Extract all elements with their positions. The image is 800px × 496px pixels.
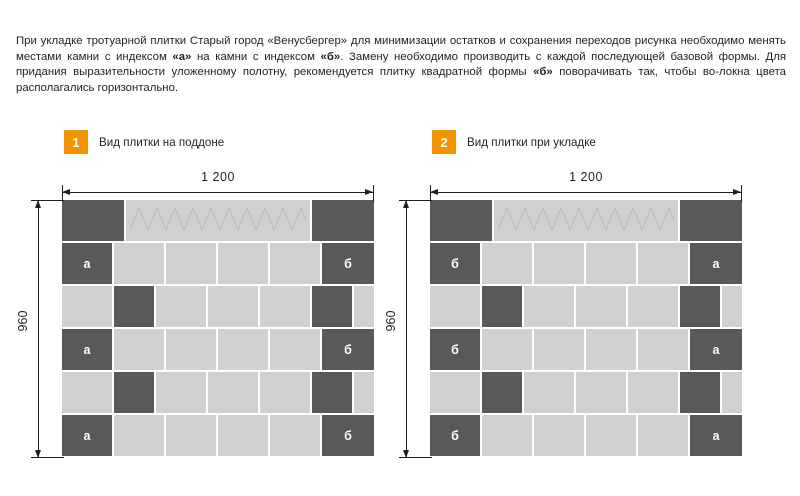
extension-line bbox=[406, 457, 432, 458]
extension-line bbox=[38, 200, 64, 201]
tile-label: б bbox=[451, 428, 459, 443]
dimension-arrow-left bbox=[430, 189, 438, 195]
intro-paragraph: При укладке тротуарной плитки Старый город «Венусбергер» для минимизации остатков и сохранения переходов рисунка необходимо менять местами камни с индексом «а» на камни с индексом «б». Замену необходимо производить с каждой последующей базовой формы. Для придания выразительности уложенному полотну, рекомендуется плитку квадратной формы «б» поворачивать так, чтобы во-локна цвета располагались горизонтально. bbox=[16, 35, 787, 94]
panel-2-caption-text: Вид плитки при укладке bbox=[467, 135, 596, 149]
tile-light bbox=[114, 243, 164, 284]
tile-labeled-left bbox=[62, 329, 112, 370]
tile-labeled-left bbox=[62, 243, 112, 284]
tile-dark bbox=[312, 372, 352, 413]
tile-label: б bbox=[344, 342, 352, 357]
dimension-arrow-top bbox=[403, 200, 409, 208]
zigzag-texture-icon bbox=[498, 206, 674, 232]
tile-dark-corner bbox=[680, 200, 742, 241]
tile-light bbox=[166, 329, 216, 370]
tile-dark bbox=[482, 286, 522, 327]
tile-labeled-left bbox=[430, 415, 480, 456]
tile-light bbox=[482, 243, 532, 284]
tile-light bbox=[114, 329, 164, 370]
tile-labeled-left bbox=[62, 415, 112, 456]
tile-label: б bbox=[451, 342, 459, 357]
tile-label: а bbox=[712, 428, 720, 443]
tile-light bbox=[166, 415, 216, 456]
tile-light bbox=[260, 372, 310, 413]
tile-light bbox=[534, 415, 584, 456]
dimension-arrow-right bbox=[365, 189, 373, 195]
tile-label: б bbox=[344, 428, 352, 443]
tile-light bbox=[260, 286, 310, 327]
tile-labeled-right bbox=[690, 415, 742, 456]
tile-light bbox=[482, 415, 532, 456]
dimension-line bbox=[406, 200, 407, 458]
extension-line bbox=[373, 188, 374, 202]
tile-light bbox=[218, 329, 268, 370]
panel-2-caption bbox=[432, 130, 596, 154]
tile-light bbox=[270, 329, 320, 370]
tile-light bbox=[156, 286, 206, 327]
panel-1-width-dimension bbox=[62, 170, 374, 200]
tile-light bbox=[430, 286, 480, 327]
tile-label: а bbox=[83, 428, 91, 443]
tile-light bbox=[62, 372, 112, 413]
tile-light bbox=[638, 415, 688, 456]
tile-light bbox=[722, 372, 742, 413]
tile-dark bbox=[680, 372, 720, 413]
tile-light bbox=[208, 286, 258, 327]
tile-labeled-right bbox=[322, 329, 374, 370]
tile-light bbox=[62, 286, 112, 327]
tile-light bbox=[586, 415, 636, 456]
tile-light bbox=[722, 286, 742, 327]
tile-light bbox=[534, 329, 584, 370]
dimension-line bbox=[62, 192, 374, 193]
tile-label: а bbox=[83, 342, 91, 357]
tile-light bbox=[586, 243, 636, 284]
tile-light bbox=[638, 329, 688, 370]
tile-light bbox=[482, 329, 532, 370]
tile-dark bbox=[114, 286, 154, 327]
tile-labeled-right bbox=[322, 415, 374, 456]
tile-labeled-left bbox=[430, 243, 480, 284]
tile-light bbox=[524, 372, 574, 413]
tile-light bbox=[208, 372, 258, 413]
panel-1-tile-grid bbox=[62, 200, 374, 458]
tile-labeled-right bbox=[322, 243, 374, 284]
extension-line bbox=[38, 457, 64, 458]
tile-light bbox=[114, 415, 164, 456]
zigzag-texture-icon bbox=[130, 206, 306, 232]
tile-light bbox=[156, 372, 206, 413]
extension-line bbox=[406, 200, 432, 201]
panel-2-width-label: 1 200 bbox=[569, 170, 603, 184]
tile-light bbox=[628, 286, 678, 327]
tile-light bbox=[586, 329, 636, 370]
dimension-arrow-right bbox=[733, 189, 741, 195]
panel-2-number: 2 bbox=[432, 130, 456, 154]
tile-dark bbox=[482, 372, 522, 413]
tile-light bbox=[218, 243, 268, 284]
tile-light bbox=[576, 372, 626, 413]
tile-light bbox=[524, 286, 574, 327]
panel-2-height-label: 960 bbox=[384, 310, 398, 332]
panel-1-number: 1 bbox=[64, 130, 88, 154]
panel-1-caption-text: Вид плитки на поддоне bbox=[99, 135, 225, 149]
tile-labeled-right bbox=[690, 329, 742, 370]
tile-dark bbox=[312, 286, 352, 327]
tile-dark-corner bbox=[62, 200, 124, 241]
tile-light bbox=[354, 286, 374, 327]
tile-label: б bbox=[344, 256, 352, 271]
tile-dark-corner bbox=[430, 200, 492, 241]
panel-2-width-dimension bbox=[430, 170, 742, 200]
panel-2-tile-grid bbox=[430, 200, 742, 458]
tile-dark-corner bbox=[312, 200, 374, 241]
tile-light bbox=[354, 372, 374, 413]
extension-line bbox=[741, 188, 742, 202]
tile-light bbox=[576, 286, 626, 327]
panel-1-width-label: 1 200 bbox=[201, 170, 235, 184]
panel-1-height-dimension bbox=[16, 200, 56, 458]
tile-light bbox=[430, 372, 480, 413]
dimension-arrow-top bbox=[35, 200, 41, 208]
tile-label: а bbox=[712, 256, 720, 271]
tile-light bbox=[638, 243, 688, 284]
tile-light bbox=[270, 243, 320, 284]
tile-light bbox=[218, 415, 268, 456]
tile-labeled-left bbox=[430, 329, 480, 370]
tile-light bbox=[270, 415, 320, 456]
dimension-line bbox=[38, 200, 39, 458]
dimension-arrow-left bbox=[62, 189, 70, 195]
tile-light bbox=[628, 372, 678, 413]
tile-dark bbox=[114, 372, 154, 413]
panel-2-height-dimension bbox=[384, 200, 424, 458]
panel-1-caption bbox=[64, 130, 224, 154]
dimension-line bbox=[430, 192, 742, 193]
tile-labeled-right bbox=[690, 243, 742, 284]
panel-1-height-label: 960 bbox=[16, 310, 30, 332]
tile-light bbox=[166, 243, 216, 284]
tile-light bbox=[534, 243, 584, 284]
tile-label: б bbox=[451, 256, 459, 271]
tile-label: а bbox=[83, 256, 91, 271]
tile-label: а bbox=[712, 342, 720, 357]
tile-dark bbox=[680, 286, 720, 327]
